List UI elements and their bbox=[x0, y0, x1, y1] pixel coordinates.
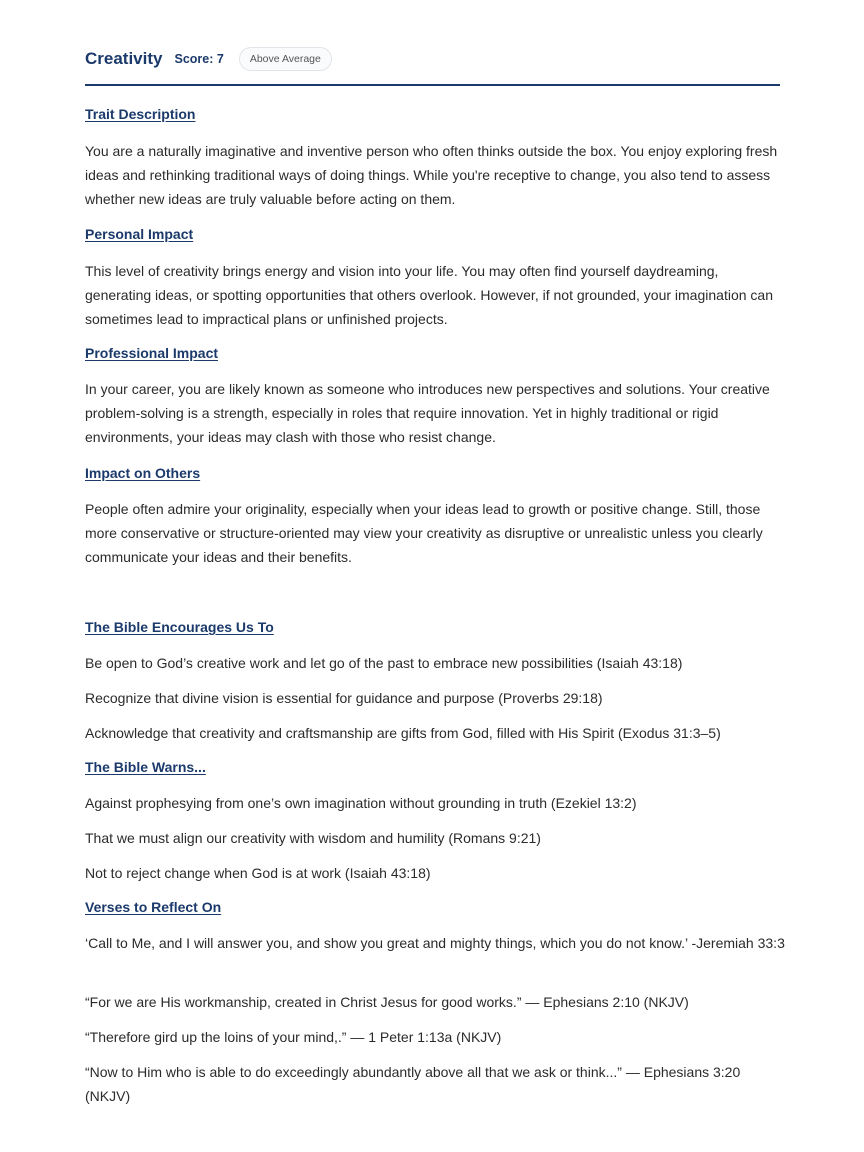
section-title-personal-impact: Personal Impact bbox=[85, 226, 194, 242]
header-divider bbox=[85, 84, 780, 86]
section-title-professional-impact: Professional Impact bbox=[85, 345, 219, 361]
verse-item: “Therefore gird up the loins of your mind,.” — 1 Peter 1:13a (NKJV) bbox=[85, 1029, 502, 1045]
encourage-item: Recognize that divine vision is essential for guidance and purpose (Proverbs 29:18) bbox=[85, 690, 603, 706]
section-title-trait-description: Trait Description bbox=[85, 106, 196, 122]
verse-item: “For we are His workmanship, created in Christ Jesus for good works.” — Ephesians 2:10 (NKJV) bbox=[85, 994, 689, 1010]
encourage-item: Be open to God’s creative work and let go of the past to embrace new possibilities (Isaiah 43:18) bbox=[85, 655, 683, 671]
trait-score: Score: 7 bbox=[174, 52, 224, 66]
verse-item: “Now to Him who is able to do exceedingly abundantly above all that we ask or think...” — Ephesians 3:20 (NKJV) bbox=[85, 1064, 741, 1104]
level-badge: Above Average bbox=[239, 47, 332, 71]
encourage-item: Acknowledge that creativity and craftsmanship are gifts from God, filled with His Spirit (Exodus 31:3–5) bbox=[85, 725, 721, 741]
warn-item: That we must align our creativity with wisdom and humility (Romans 9:21) bbox=[85, 830, 541, 846]
section-title-impact-on-others: Impact on Others bbox=[85, 465, 201, 481]
section-title-bible-warns: The Bible Warns... bbox=[85, 759, 206, 775]
impact-on-others-text: People often admire your originality, especially when your ideas lead to growth or positive change. Still, those more conservative or structure-oriented may view your creativity as disruptive or unrealistic unless you clearly communicate your ideas and their benefits. bbox=[85, 501, 763, 565]
section-title-verses: Verses to Reflect On bbox=[85, 899, 222, 915]
personal-impact-text: This level of creativity brings energy and vision into your life. You may often find yourself daydreaming, generating ideas, or spotting opportunities that others overlook. However, if not grounded, your imagination can sometimes lead to impractical plans or unfinished projects. bbox=[85, 263, 773, 327]
trait-description-text: You are a naturally imaginative and inventive person who often thinks outside the box. You enjoy exploring fresh ideas and rethinking traditional ways of doing things. While you're receptive to change, you also tend to assess whether new ideas are truly valuable before acting on them. bbox=[85, 143, 778, 207]
trait-title: Creativity bbox=[85, 49, 163, 68]
verse-item: ‘Call to Me, and I will answer you, and show you great and mighty things, which you do not know.’ -Jeremiah 33:3 bbox=[85, 935, 785, 951]
professional-impact-text: In your career, you are likely known as someone who introduces new perspectives and solutions. Your creative problem-solving is a strength, especially in roles that require innovation. Yet in highly traditional or rigid environments, your ideas may clash with those who resist change. bbox=[85, 381, 770, 445]
section-title-bible-encourages: The Bible Encourages Us To bbox=[85, 619, 274, 635]
warn-item: Against prophesying from one’s own imagination without grounding in truth (Ezekiel 13:2) bbox=[85, 795, 637, 811]
trait-header bbox=[85, 46, 332, 72]
warn-item: Not to reject change when God is at work (Isaiah 43:18) bbox=[85, 865, 431, 881]
